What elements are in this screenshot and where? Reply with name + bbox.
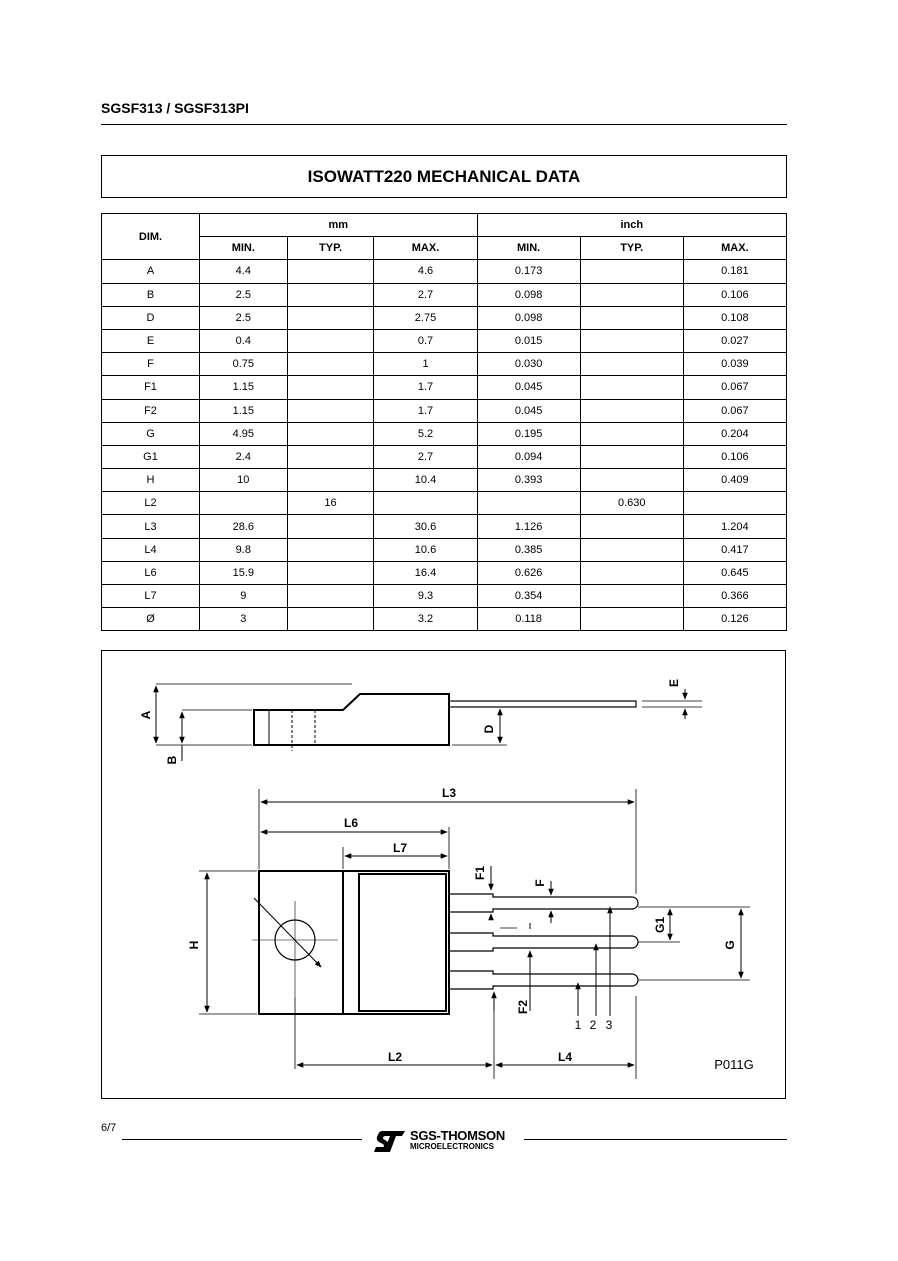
drawing-code: P011G: [714, 1057, 754, 1072]
dim-cell: D: [102, 306, 200, 329]
dim-cell: G: [102, 422, 200, 445]
dim-cell: G1: [102, 445, 200, 468]
value-cell: 0.75: [200, 353, 288, 376]
value-cell: [580, 585, 683, 608]
value-cell: 0.204: [683, 422, 786, 445]
side-view-lead: [449, 701, 636, 707]
value-cell: 0.181: [683, 260, 786, 283]
value-cell: 0.015: [477, 329, 580, 352]
value-cell: 0.067: [683, 376, 786, 399]
inch-max-header: MAX.: [683, 237, 786, 260]
table-subheader-row: [102, 237, 787, 260]
label-f2: F2: [516, 999, 530, 1015]
value-cell: [374, 492, 477, 515]
value-cell: 0.098: [477, 283, 580, 306]
value-cell: [580, 353, 683, 376]
value-cell: 2.5: [200, 283, 288, 306]
value-cell: [287, 353, 374, 376]
table-row: [102, 353, 787, 376]
value-cell: 2.4: [200, 445, 288, 468]
value-cell: 2.5: [200, 306, 288, 329]
value-cell: 1.204: [683, 515, 786, 538]
dim-cell: B: [102, 283, 200, 306]
value-cell: [580, 329, 683, 352]
label-a: A: [139, 710, 153, 720]
value-cell: [287, 469, 374, 492]
dim-cell: A: [102, 260, 200, 283]
label-l4: L4: [557, 1050, 573, 1064]
header-divider: [101, 124, 787, 125]
value-cell: 9.8: [200, 538, 288, 561]
company-logo: [372, 1128, 522, 1154]
value-cell: 0.385: [477, 538, 580, 561]
label-pin1: 1: [574, 1018, 582, 1032]
value-cell: 4.95: [200, 422, 288, 445]
value-cell: 2.75: [374, 306, 477, 329]
table-row: [102, 515, 787, 538]
value-cell: [477, 492, 580, 515]
value-cell: 0.354: [477, 585, 580, 608]
value-cell: 1.126: [477, 515, 580, 538]
value-cell: [580, 538, 683, 561]
mechanical-drawing: [101, 650, 786, 1099]
front-view-body: [259, 871, 449, 1014]
value-cell: 0.366: [683, 585, 786, 608]
document-header-title: SGSF313 / SGSF313PI: [101, 100, 249, 116]
value-cell: [287, 399, 374, 422]
label-l3: L3: [441, 786, 457, 800]
dimensions-table-body: [102, 260, 787, 631]
value-cell: [580, 469, 683, 492]
company-name: SGS-THOMSON: [410, 1128, 505, 1143]
value-cell: 5.2: [374, 422, 477, 445]
value-cell: 0.098: [477, 306, 580, 329]
value-cell: 1.7: [374, 376, 477, 399]
value-cell: [287, 260, 374, 283]
value-cell: [287, 538, 374, 561]
page-number: 6/7: [101, 1122, 117, 1134]
mm-min-header: MIN.: [200, 237, 288, 260]
value-cell: 4.6: [374, 260, 477, 283]
dim-cell: L2: [102, 492, 200, 515]
value-cell: [580, 515, 683, 538]
label-pin2: 2: [589, 1018, 597, 1032]
value-cell: 4.4: [200, 260, 288, 283]
mm-max-header: MAX.: [374, 237, 477, 260]
value-cell: [287, 585, 374, 608]
value-cell: [580, 445, 683, 468]
value-cell: 16: [287, 492, 374, 515]
value-cell: 30.6: [374, 515, 477, 538]
label-b: B: [165, 755, 179, 765]
value-cell: 0.118: [477, 608, 580, 631]
table-row: [102, 283, 787, 306]
value-cell: 0.126: [683, 608, 786, 631]
table-row: [102, 399, 787, 422]
value-cell: 10.6: [374, 538, 477, 561]
value-cell: 0.108: [683, 306, 786, 329]
label-l7: L7: [392, 841, 408, 855]
value-cell: 0.106: [683, 283, 786, 306]
table-row: [102, 608, 787, 631]
value-cell: [287, 376, 374, 399]
value-cell: 3: [200, 608, 288, 631]
footer-divider-left: [122, 1139, 362, 1140]
table-row: [102, 422, 787, 445]
mm-typ-header: TYP.: [287, 237, 374, 260]
value-cell: [580, 561, 683, 584]
value-cell: [287, 283, 374, 306]
value-cell: 0.630: [580, 492, 683, 515]
side-view-body: [254, 694, 449, 745]
value-cell: 1.15: [200, 376, 288, 399]
label-h: H: [187, 940, 201, 950]
value-cell: 16.4: [374, 561, 477, 584]
value-cell: 15.9: [200, 561, 288, 584]
label-g: G: [723, 940, 737, 950]
value-cell: [287, 608, 374, 631]
table-row: [102, 306, 787, 329]
label-d: D: [482, 724, 496, 734]
table-row: [102, 469, 787, 492]
dim-cell: L6: [102, 561, 200, 584]
value-cell: 0.067: [683, 399, 786, 422]
table-row: [102, 445, 787, 468]
company-division: MICROELECTRONICS: [410, 1142, 494, 1151]
value-cell: [287, 445, 374, 468]
label-g1: G1: [653, 916, 667, 934]
label-e: E: [667, 678, 681, 688]
dim-cell: F1: [102, 376, 200, 399]
value-cell: 0.094: [477, 445, 580, 468]
value-cell: [287, 306, 374, 329]
value-cell: 0.626: [477, 561, 580, 584]
value-cell: 0.645: [683, 561, 786, 584]
dim-cell: L4: [102, 538, 200, 561]
table-row: [102, 376, 787, 399]
table-row: [102, 260, 787, 283]
value-cell: [287, 515, 374, 538]
value-cell: 0.045: [477, 399, 580, 422]
value-cell: [287, 422, 374, 445]
mm-group-header: mm: [200, 214, 478, 237]
value-cell: 10: [200, 469, 288, 492]
value-cell: [683, 492, 786, 515]
value-cell: 10.4: [374, 469, 477, 492]
value-cell: 2.7: [374, 445, 477, 468]
value-cell: 3.2: [374, 608, 477, 631]
section-title: ISOWATT220 MECHANICAL DATA: [101, 155, 787, 198]
value-cell: [580, 399, 683, 422]
st-logo-icon: [372, 1128, 406, 1154]
value-cell: 1.7: [374, 399, 477, 422]
value-cell: [580, 608, 683, 631]
value-cell: [580, 283, 683, 306]
dim-cell: F2: [102, 399, 200, 422]
label-f: F: [533, 879, 547, 887]
inch-group-header: inch: [477, 214, 786, 237]
value-cell: 1.15: [200, 399, 288, 422]
value-cell: 0.393: [477, 469, 580, 492]
value-cell: [580, 306, 683, 329]
value-cell: 0.173: [477, 260, 580, 283]
dim-cell: L7: [102, 585, 200, 608]
value-cell: [580, 422, 683, 445]
value-cell: 9.3: [374, 585, 477, 608]
inch-min-header: MIN.: [477, 237, 580, 260]
table-row: [102, 585, 787, 608]
value-cell: 9: [200, 585, 288, 608]
dimensions-table: [101, 213, 787, 631]
inch-typ-header: TYP.: [580, 237, 683, 260]
value-cell: [287, 329, 374, 352]
value-cell: 0.7: [374, 329, 477, 352]
value-cell: 0.045: [477, 376, 580, 399]
value-cell: [200, 492, 288, 515]
value-cell: [580, 376, 683, 399]
dim-cell: L3: [102, 515, 200, 538]
value-cell: 0.106: [683, 445, 786, 468]
label-pin3: 3: [605, 1018, 613, 1032]
table-row: [102, 538, 787, 561]
value-cell: 0.4: [200, 329, 288, 352]
value-cell: 1: [374, 353, 477, 376]
label-l6: L6: [343, 816, 359, 830]
dim-cell: Ø: [102, 608, 200, 631]
value-cell: 28.6: [200, 515, 288, 538]
value-cell: 0.409: [683, 469, 786, 492]
value-cell: 0.027: [683, 329, 786, 352]
value-cell: 0.195: [477, 422, 580, 445]
value-cell: 0.039: [683, 353, 786, 376]
label-f1: F1: [473, 865, 487, 881]
table-row: [102, 492, 787, 515]
table-header-row: [102, 214, 787, 237]
value-cell: [287, 561, 374, 584]
dim-cell: E: [102, 329, 200, 352]
dim-header: DIM.: [102, 214, 200, 260]
dim-cell: H: [102, 469, 200, 492]
value-cell: 0.030: [477, 353, 580, 376]
value-cell: 2.7: [374, 283, 477, 306]
dim-cell: F: [102, 353, 200, 376]
label-l2: L2: [387, 1050, 403, 1064]
value-cell: [580, 260, 683, 283]
table-row: [102, 561, 787, 584]
table-row: [102, 329, 787, 352]
package-outline-drawing: [102, 651, 785, 1098]
value-cell: 0.417: [683, 538, 786, 561]
footer-divider-right: [524, 1139, 787, 1140]
